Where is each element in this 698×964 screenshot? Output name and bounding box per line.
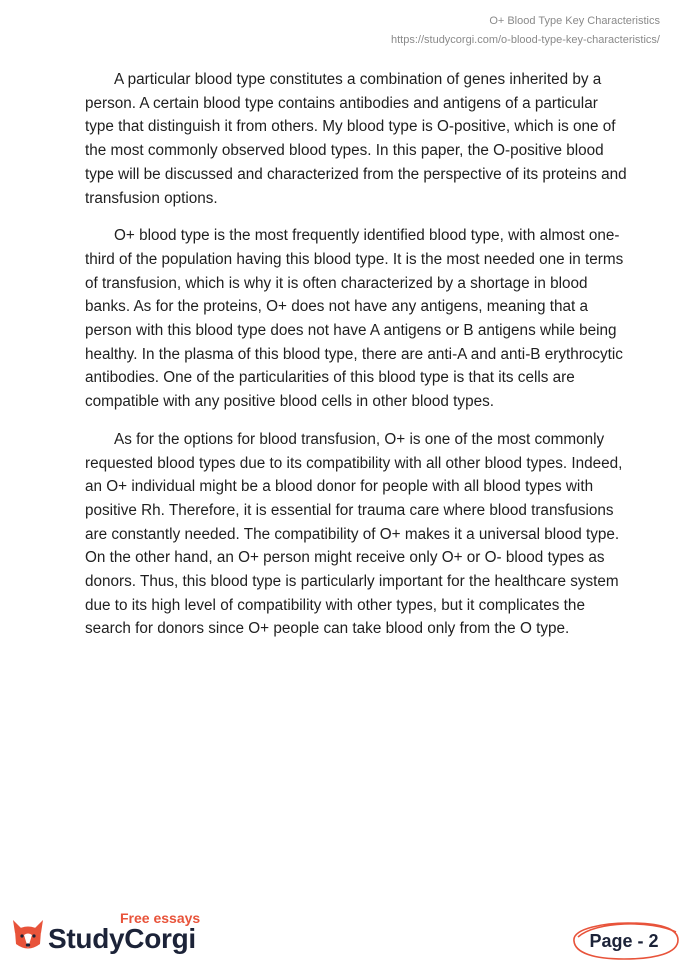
page-header [391, 13, 660, 48]
paragraph-3: As for the options for blood transfusion, O+ is one of the most commonly requested blood types due to its compatibility with all other blood types. Indeed, an O+ individual might be a blood donor for people with all blood types with positive Rh. Therefore, it is essential for trauma care where blood transfusions are constantly needed. The compatibility of O+ makes it a universal blood type. On the other hand, an O+ person might receive only O+ or O- blood types as donors. Thus, this blood type is particularly important for the healthcare system due to its high level of compatibility with other types, but it complicates the search for donors since O+ people can take blood only from the O type. [85, 430, 623, 638]
source-url[interactable]: https://studycorgi.com/o-blood-type-key-characteristics/ [391, 34, 660, 46]
paragraph-1: A particular blood type constitutes a combination of genes inherited by a person. A certain blood type contains antibodies and antigens of a particular type that distinguish it from others. My blood type is O-positive, which is one of the most commonly observed blood types. In this paper, the O-positive blood type will be discussed and characterized from the perspective of its proteins and transfusion options. [85, 71, 627, 207]
page-number: Page - 2 [589, 931, 659, 951]
document-body [85, 68, 630, 655]
document-title: O+ Blood Type Key Characteristics [489, 15, 660, 27]
brand-name: StudyCorgi [48, 923, 196, 954]
page-number-badge [566, 920, 682, 962]
free-essays-tagline: Free essays [120, 910, 201, 926]
paragraph-2: O+ blood type is the most frequently identified blood type, with almost one-third of the population having this blood type. It is the most needed one in terms of transfusion, which is why it is often characterized by a shortage in blood banks. As for the proteins, O+ does not have any antigens, meaning that a person with this blood type does not have A antigens or B antigens while being healthy. In the plasma of this blood type, there are anti-A and anti-B erythrocytic antibodies. One of the particularities of this blood type is that its cells are compatible with any positive blood cells in other blood types. [85, 227, 624, 411]
studycorgi-logo[interactable] [10, 908, 220, 958]
corgi-icon [10, 918, 46, 954]
